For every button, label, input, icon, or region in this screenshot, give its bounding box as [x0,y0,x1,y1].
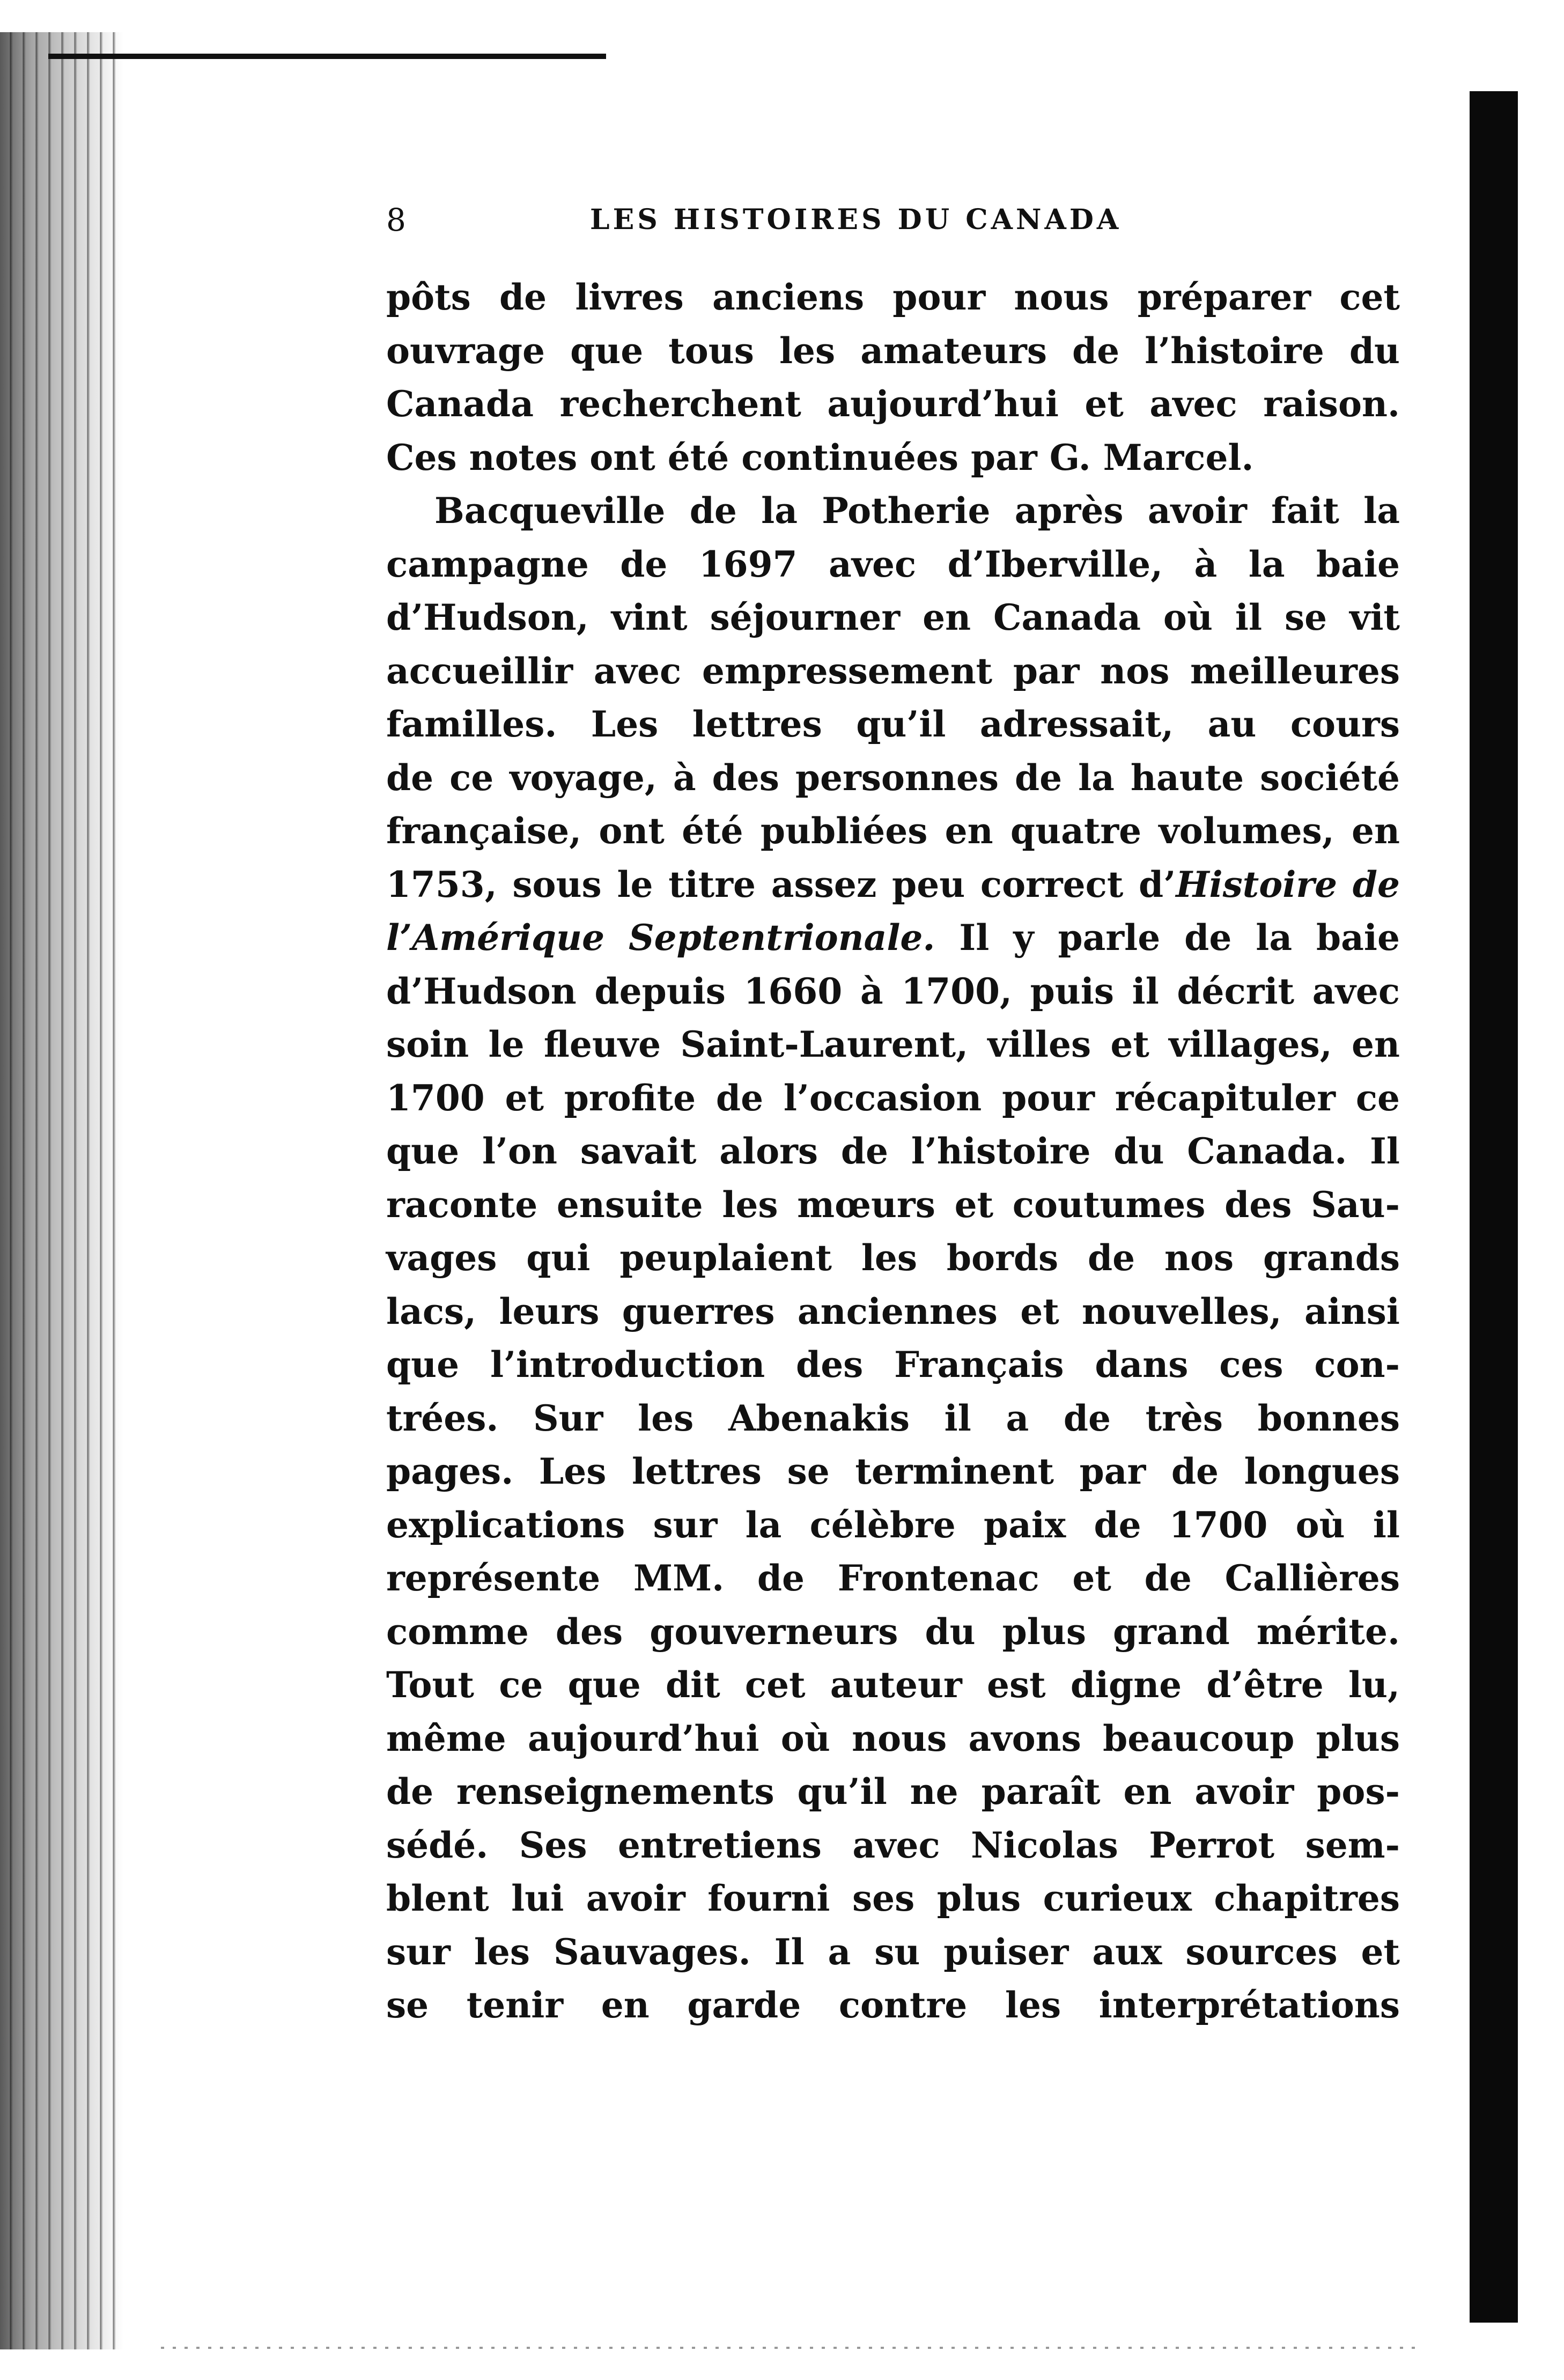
text-line: accueillir avec empressement par nos meilleures [386,650,1400,692]
text-line: campagne de 1697 avec d’Iberville, à la baie [386,543,1400,585]
text-line-with-italic [386,911,1400,965]
text-line: Ces notes ont été continuées par G. Marcel. [386,436,1254,478]
book-title-italic: Histoire de [1176,863,1400,905]
text-line: de ce voyage, à des personnes de la haute société [386,756,1400,799]
scanned-binding-edge [0,32,123,2349]
text-line: blent lui avoir fourni ses plus curieux chapitres [386,1877,1400,1919]
text-line: d’Hudson, vint séjourner en Canada où il se vit [386,596,1400,638]
running-title: LES HISTOIRES DU CANADA [590,203,1122,236]
text-line-with-italic [386,858,1400,912]
scan-bottom-edge [161,2347,1421,2349]
text-segment: 1753, sous le titre assez peu correct d’ [386,863,1176,905]
text-line: raconte ensuite les mœurs et coutumes des Sau- [386,1183,1400,1226]
text-line: sur les Sauvages. Il a su puiser aux sources et [386,1930,1400,1973]
text-line: soin le fleuve Saint-Laurent, villes et villages, en [386,1023,1400,1065]
text-line: se tenir en garde contre les interprétations [386,1984,1400,2026]
text-line: Tout ce que dit cet auteur est digne d’être lu, [386,1664,1400,1706]
book-title-italic: l’Amérique Septentrionale. [386,917,935,959]
text-line: explications sur la célèbre paix de 1700 où il [386,1504,1400,1546]
text-line: pôts de livres anciens pour nous préparer cet [386,276,1400,318]
body-text [386,271,1400,2032]
text-line: Canada recherchent aujourd’hui et avec raison. [386,383,1400,425]
text-line: comme des gouverneurs du plus grand mérite. [386,1610,1400,1653]
page-header [386,193,1464,252]
text-line: d’Hudson depuis 1660 à 1700, puis il décrit avec [386,970,1400,1012]
text-segment: Il y parle de la baie [935,917,1400,959]
text-line: lacs, leurs guerres anciennes et nouvelles, ainsi [386,1290,1400,1332]
scan-right-edge [1470,91,1518,2323]
text-line: même aujourd’hui où nous avons beaucoup plus [386,1717,1400,1759]
text-line: trées. Sur les Abenakis il a de très bonnes [386,1397,1400,1439]
text-line: que l’introduction des Français dans ces con- [386,1344,1400,1386]
text-line: vages qui peuplaient les bords de nos grands [386,1237,1400,1279]
text-line: pages. Les lettres se terminent par de longues [386,1450,1400,1492]
text-line: 1700 et profite de l’occasion pour récapituler ce [386,1077,1400,1119]
text-line: sédé. Ses entretiens avec Nicolas Perrot sem- [386,1824,1400,1866]
text-line: représente MM. de Frontenac et de Callières [386,1557,1400,1599]
scan-top-edge [48,54,606,59]
text-line: familles. Les lettres qu’il adressait, au cours [386,703,1400,745]
text-line: française, ont été publiées en quatre volumes, en [386,810,1400,852]
text-line: Bacqueville de la Potherie après avoir fait la [434,490,1400,532]
text-line: que l’on savait alors de l’histoire du Canada. Il [386,1130,1400,1172]
text-line: de renseignements qu’il ne paraît en avoir pos- [386,1771,1400,1812]
page-number: 8 [386,202,406,238]
text-line: ouvrage que tous les amateurs de l’histoire du [386,329,1400,372]
